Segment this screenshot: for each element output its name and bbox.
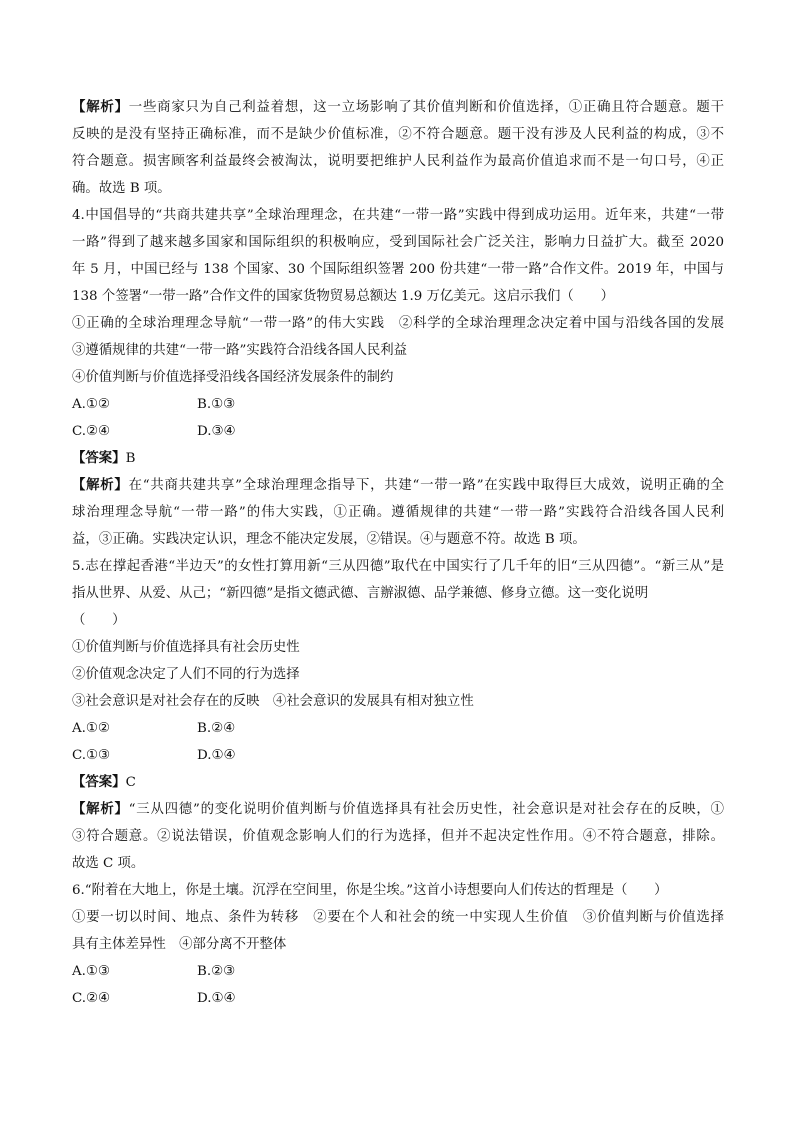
- q4-item-4: ④价值判断与价值选择受沿线各国经济发展条件的制约: [72, 370, 394, 385]
- q5-options-row-2: [72, 742, 724, 769]
- document-page: [72, 94, 724, 1012]
- q6-item-line-2: 具有主体差异性 ④部分离不开整体: [72, 937, 287, 952]
- q4-option-d: D.③④: [197, 424, 236, 439]
- q4-option-a: A.①②: [72, 397, 110, 412]
- answer-value: C: [125, 775, 136, 790]
- analysis-label: 【解析】: [72, 99, 129, 115]
- q5-stem-line-3: （ ）: [72, 613, 126, 628]
- q5-stem-line-2: 指从世界、从爱、从己；“新四德”是指文德武德、言辦淑德、品学兼德、修身立德。这一变化说明: [72, 586, 649, 601]
- q6-option-c: C.②④: [72, 991, 111, 1006]
- q4-option-b: B.①③: [197, 397, 236, 412]
- q5-item-2: ②价值观念决定了人们不同的行为选择: [72, 667, 300, 682]
- q6-option-a: A.①③: [72, 964, 110, 979]
- answer-label: 【答案】: [72, 450, 126, 466]
- answer-label: 【答案】: [72, 774, 126, 790]
- q4-stem-line-1: 4.中国倡导的“共商共建共享”全球治理理念，在共建“一带一路”实践中得到成功运用。近年来，共建“一带: [72, 208, 724, 223]
- q4-stem-line-3: 年 5 月，中国已经与 138 个国家、30 个国际组织签署 200 份共建“一带一路”合作文件。2019 年，中国与: [72, 262, 724, 277]
- analysis-text: 一些商家只为自己利益着想，这一立场影响了其价值判断和价值选择，①正确且符合题意。题干: [128, 100, 724, 115]
- q4-item-3: ③遵循规律的共建“一带一路”实践符合沿线各国人民利益: [72, 343, 408, 358]
- q4-option-c: C.②④: [72, 424, 111, 439]
- analysis-text: 在“共商共建共享”全球治理理念指导下，共建“一带一路”在实践中取得巨大成效，说明正确的全: [128, 478, 724, 493]
- q5-option-a: A.①②: [72, 721, 110, 736]
- q6-item-line-1: ①要一切以时间、地点、条件为转移 ②要在个人和社会的统一中实现人生价值 ③价值判断与价值选择: [72, 910, 724, 925]
- q4-options-row-2: [72, 418, 724, 445]
- q3-analysis-line-1: [72, 94, 724, 121]
- q4-options-row-1: [72, 391, 724, 418]
- q6-option-b: B.②③: [197, 964, 236, 979]
- q6-options-row-1: [72, 958, 724, 985]
- q4-analysis-line-1: [72, 472, 724, 499]
- q5-item-1: ①价值判断与价值选择具有社会历史性: [72, 640, 300, 655]
- answer-value: B: [125, 451, 136, 466]
- q5-option-c: C.①③: [72, 748, 111, 763]
- q4-item-1-2: ①正确的全球治理理念导航“一带一路”的伟大实践 ②科学的全球治理理念决定着中国与沿线各国的发展: [72, 316, 724, 331]
- analysis-label: 【解析】: [72, 477, 129, 493]
- analysis-text: “三从四德”的变化说明价值判断与价值选择具有社会历史性，社会意识是对社会存在的反映，①: [128, 802, 724, 817]
- q4-analysis-line-2: 球治理理念导航“一带一路”的伟大实践，①正确。遵循规律的共建“一带一路”实践符合沿线各国人民利: [72, 505, 724, 520]
- q6-stem-line-1: 6.“附着在大地上，你是土壤。沉浮在空间里，你是尘埃。”这首小诗想要向人们传达的哲理是（ ）: [72, 883, 668, 898]
- q4-analysis-line-3: 益，③正确。实践决定认识，理念不能决定发展，②错误。④与题意不符。故选 B 项。: [72, 532, 586, 547]
- q5-analysis-line-3: 故选 C 项。: [72, 856, 145, 871]
- analysis-label: 【解析】: [72, 801, 129, 817]
- q6-option-d: D.①④: [197, 991, 236, 1006]
- q5-stem-line-1: 5.志在撑起香港“半边天”的女性打算用新“三从四德”取代在中国实行了几千年的旧“三从四德”。“新三从”是: [72, 559, 724, 574]
- q4-stem-line-2: 一路”得到了越来越多国家和国际组织的积极响应，受到国际社会广泛关注，影响力日益扩大。截至 2020: [72, 235, 724, 250]
- q5-analysis-line-1: [72, 796, 724, 823]
- q4-stem-line-4: 138 个签署“一带一路”合作文件的国家货物贸易总额达 1.9 万亿美元。这启示我们（ ）: [72, 289, 614, 304]
- q3-analysis-line-3: 符合题意。损害顾客利益最终会被淘汰，说明要把维护人民利益作为最高价值追求而不是一句口号，④正: [72, 154, 724, 169]
- q3-analysis-line-4: 确。故选 B 项。: [72, 181, 171, 196]
- q5-item-3-4: ③社会意识是对社会存在的反映 ④社会意识的发展具有相对独立性: [72, 694, 474, 709]
- q5-option-b: B.②④: [197, 721, 236, 736]
- q5-analysis-line-2: ③符合题意。②说法错误，价值观念影响人们的行为选择，但并不起决定性作用。④不符合题意，排除。: [72, 829, 724, 844]
- q5-answer: [72, 769, 724, 796]
- q5-option-d: D.①④: [197, 748, 236, 763]
- q5-options-row-1: [72, 715, 724, 742]
- q4-answer: [72, 445, 724, 472]
- q3-analysis-line-2: 反映的是没有坚持正确标准，而不是缺少价值标准，②不符合题意。题干没有涉及人民利益的构成，③不: [72, 127, 724, 142]
- q6-options-row-2: [72, 985, 724, 1012]
